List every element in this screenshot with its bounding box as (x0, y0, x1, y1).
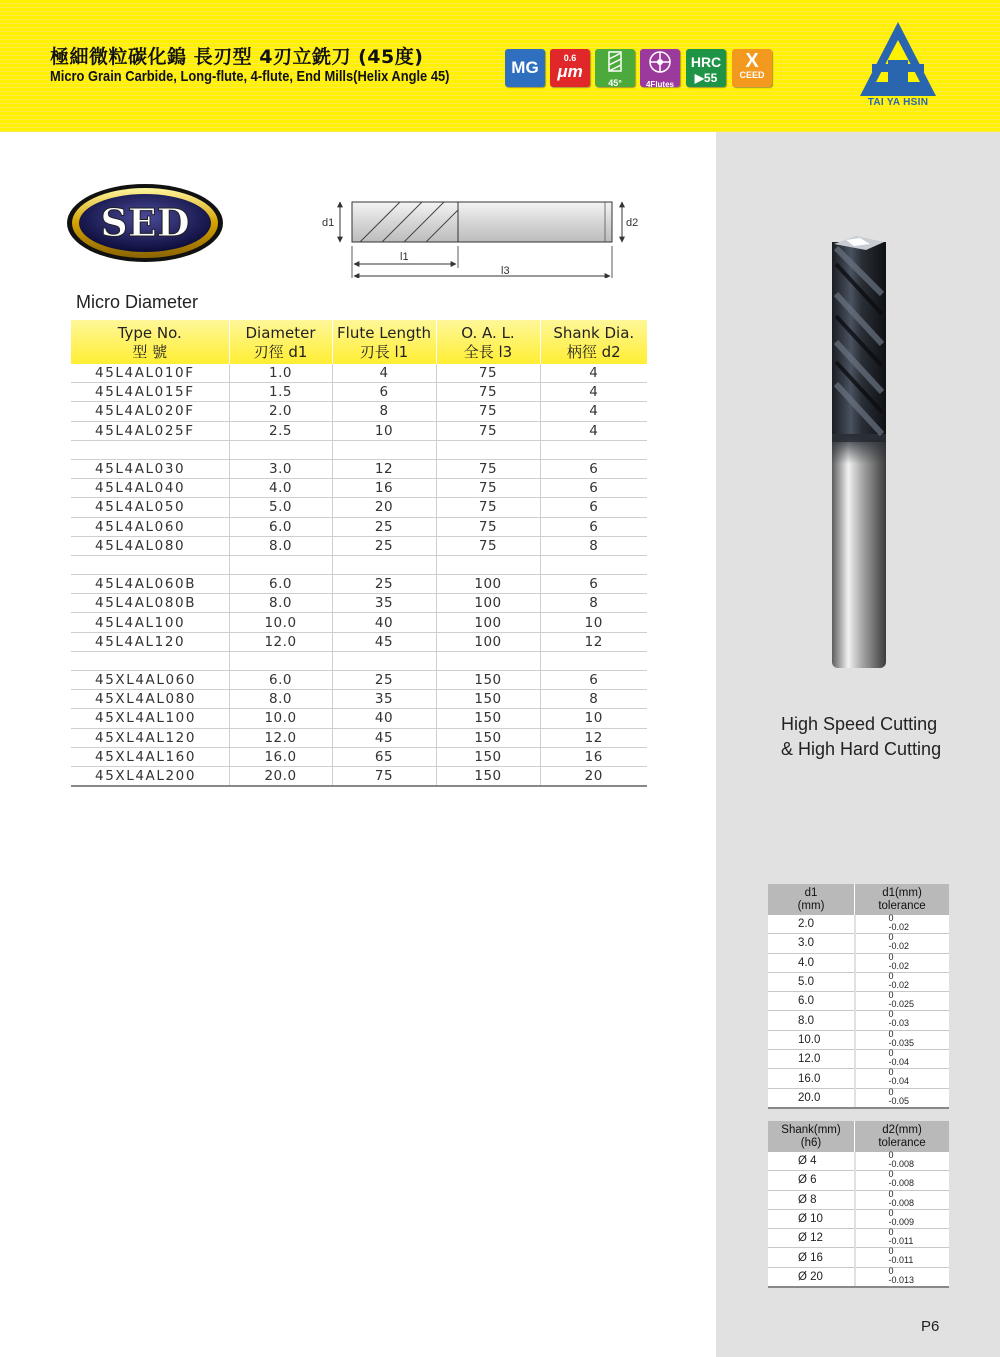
cell-diameter: 2.5 (229, 421, 332, 440)
cell-flute-length: 45 (332, 728, 436, 747)
header-line: d1(mm) (882, 886, 922, 899)
page-number: P6 (921, 1318, 940, 1335)
header-zh: 柄徑 d2 (566, 343, 621, 361)
size-cell: Ø 10 (768, 1209, 855, 1228)
upper-tolerance: 0 (888, 951, 894, 962)
upper-tolerance: 0 (888, 913, 894, 923)
cell-shank-dia: 16 (540, 747, 647, 766)
upper-tolerance: 0 (888, 1207, 894, 1218)
table-row (71, 536, 647, 555)
cell-flute-length: 25 (332, 575, 436, 594)
l1-label: l1 (400, 251, 409, 263)
d1-tolerance-table (768, 884, 949, 1109)
spacer-cell (436, 555, 540, 574)
cell-diameter: 1.5 (229, 383, 332, 402)
cell-flute-length: 12 (332, 459, 436, 478)
cell-shank-dia: 4 (540, 402, 647, 421)
col-diameter (229, 320, 332, 364)
table-row (71, 632, 647, 651)
tolerance-cell (855, 1248, 950, 1267)
tolerance-cell (855, 953, 950, 972)
cell-oal: 150 (436, 766, 540, 786)
d2-tolerance-table (768, 1121, 949, 1288)
table-row (768, 915, 949, 934)
spacer-cell (229, 440, 332, 459)
size-cell: 6.0 (768, 992, 855, 1011)
cell-shank-dia: 8 (540, 594, 647, 613)
table-row (71, 613, 647, 632)
header-en: O. A. L. (461, 324, 515, 342)
table-row (768, 953, 949, 972)
lower-tolerance: -0.035 (888, 1037, 915, 1048)
spacer-cell (540, 651, 647, 670)
cell-oal: 75 (436, 536, 540, 555)
cell-type-no: 45L4AL080B (71, 594, 229, 613)
hardness-badge (686, 49, 726, 87)
tolerance-cell (855, 1069, 950, 1088)
company-name: TAI YA HSIN (867, 97, 929, 108)
tolerance-cell (855, 915, 950, 934)
cell-type-no: 45L4AL060 (71, 517, 229, 536)
upper-tolerance: 0 (888, 1246, 894, 1257)
cell-diameter: 10.0 (229, 709, 332, 728)
lower-tolerance: -0.008 (888, 1159, 915, 1169)
table-row (71, 747, 647, 766)
cell-type-no: 45L4AL010F (71, 364, 229, 383)
size-cell: Ø 8 (768, 1190, 855, 1209)
table-row (71, 690, 647, 709)
table-row (71, 402, 647, 421)
cell-diameter: 6.0 (229, 517, 332, 536)
cell-flute-length: 4 (332, 364, 436, 383)
lower-tolerance: -0.011 (888, 1236, 914, 1247)
table-row (768, 1050, 949, 1069)
badge-sub: ▶55 (694, 71, 718, 85)
cell-diameter: 10.0 (229, 613, 332, 632)
size-cell: 5.0 (768, 972, 855, 991)
size-cell: Ø 12 (768, 1229, 855, 1248)
brand-text: SED (100, 200, 190, 245)
tolerance-cell (855, 972, 950, 991)
cell-type-no: 45L4AL050 (71, 498, 229, 517)
cell-shank-dia: 20 (540, 766, 647, 786)
table-row (768, 1190, 949, 1209)
cell-oal: 75 (436, 459, 540, 478)
cell-flute-length: 10 (332, 421, 436, 440)
upper-tolerance: 0 (888, 1227, 894, 1238)
cell-diameter: 16.0 (229, 747, 332, 766)
cell-diameter: 20.0 (229, 766, 332, 786)
size-cell: Ø 16 (768, 1248, 855, 1267)
cell-oal: 150 (436, 671, 540, 690)
group-spacer-row (71, 651, 647, 670)
badge-label: μm (557, 62, 583, 81)
lower-tolerance: -0.02 (888, 922, 910, 932)
col-d1-tolerance (855, 884, 950, 915)
cell-oal: 100 (436, 594, 540, 613)
cell-type-no: 45XL4AL080 (71, 690, 229, 709)
col-flute-length (332, 320, 436, 364)
size-cell: 2.0 (768, 915, 855, 934)
cell-type-no: 45L4AL040 (71, 479, 229, 498)
badge-label: X (745, 50, 759, 72)
cell-flute-length: 16 (332, 479, 436, 498)
header-en: Flute Length (337, 324, 431, 342)
col-shank-dia (540, 320, 647, 364)
lower-tolerance: -0.04 (888, 1076, 910, 1087)
cell-oal: 75 (436, 364, 540, 383)
cell-diameter: 8.0 (229, 536, 332, 555)
upper-tolerance: 0 (888, 1086, 894, 1097)
cell-type-no: 45L4AL025F (71, 421, 229, 440)
badge-label: MG (511, 58, 539, 77)
cell-shank-dia: 6 (540, 479, 647, 498)
cell-shank-dia: 4 (540, 383, 647, 402)
upper-tolerance: 0 (888, 1265, 894, 1276)
col-type-no (71, 320, 229, 364)
cell-flute-length: 25 (332, 517, 436, 536)
table-row (71, 383, 647, 402)
cell-flute-length: 40 (332, 709, 436, 728)
spacer-cell (71, 651, 229, 670)
upper-tolerance: 0 (888, 1028, 894, 1039)
upper-tolerance: 0 (888, 990, 894, 1001)
cell-flute-length: 25 (332, 671, 436, 690)
cell-flute-length: 6 (332, 383, 436, 402)
d1-tolerance-body (768, 915, 949, 1108)
d2-tolerance-body (768, 1152, 949, 1287)
flutes-badge (640, 49, 680, 87)
tolerance-cell (855, 1267, 950, 1287)
size-cell: 12.0 (768, 1050, 855, 1069)
cell-type-no: 45L4AL020F (71, 402, 229, 421)
table-row (768, 1011, 949, 1030)
cell-oal: 100 (436, 632, 540, 651)
lower-tolerance: -0.009 (888, 1216, 915, 1227)
lower-tolerance: -0.013 (888, 1274, 915, 1285)
table-row (768, 1209, 949, 1228)
spacer-cell (332, 651, 436, 670)
spacer-cell (540, 555, 647, 574)
lower-tolerance: -0.025 (888, 999, 915, 1010)
size-cell: 20.0 (768, 1088, 855, 1108)
d1-label: d1 (322, 217, 335, 229)
group-spacer-row (71, 440, 647, 459)
size-cell: Ø 6 (768, 1171, 855, 1190)
table-row (71, 671, 647, 690)
cell-shank-dia: 6 (540, 498, 647, 517)
cell-oal: 100 (436, 613, 540, 632)
table-row (71, 517, 647, 536)
cell-shank-dia: 6 (540, 671, 647, 690)
cell-diameter: 1.0 (229, 364, 332, 383)
table-row (768, 1069, 949, 1088)
size-cell: 4.0 (768, 953, 855, 972)
upper-tolerance: 0 (888, 970, 894, 981)
cell-oal: 75 (436, 421, 540, 440)
spacer-cell (229, 555, 332, 574)
cell-type-no: 45XL4AL120 (71, 728, 229, 747)
four-flute-icon (640, 49, 680, 75)
spacer-cell (436, 651, 540, 670)
spec-table-body (71, 364, 647, 786)
lower-tolerance: -0.05 (888, 1095, 910, 1106)
cell-diameter: 6.0 (229, 671, 332, 690)
cell-flute-length: 20 (332, 498, 436, 517)
tagline-line-1: High Speed Cutting (781, 714, 938, 734)
table-row (71, 709, 647, 728)
section-title: Micro Diameter (76, 292, 199, 312)
tol-header-row (768, 1121, 949, 1152)
cell-flute-length: 35 (332, 594, 436, 613)
cell-type-no: 45L4AL100 (71, 613, 229, 632)
cell-shank-dia: 4 (540, 364, 647, 383)
header-line: tolerance (878, 1136, 926, 1149)
cell-shank-dia: 4 (540, 421, 647, 440)
title-chinese: 極細微粒碳化鎢 長刃型 4刃立銑刀 (45度) (50, 46, 424, 68)
cell-oal: 75 (436, 498, 540, 517)
header-line: (h6) (800, 1136, 822, 1149)
cell-oal: 150 (436, 728, 540, 747)
col-d1 (768, 884, 855, 915)
cell-diameter: 5.0 (229, 498, 332, 517)
spacer-cell (71, 440, 229, 459)
header-zh: 刃徑 d1 (253, 343, 308, 361)
col-d2-tolerance (855, 1121, 950, 1152)
table-row (71, 498, 647, 517)
cell-type-no: 45XL4AL060 (71, 671, 229, 690)
header-en: Diameter (245, 324, 316, 342)
cell-oal: 150 (436, 747, 540, 766)
cell-oal: 75 (436, 479, 540, 498)
upper-tolerance: 0 (888, 1169, 894, 1180)
header-line: Shank(mm) (781, 1123, 841, 1136)
tagline-line-2: & High Hard Cutting (781, 739, 942, 759)
cell-flute-length: 8 (332, 402, 436, 421)
lower-tolerance: -0.02 (888, 960, 910, 971)
cell-oal: 150 (436, 690, 540, 709)
cell-shank-dia: 6 (540, 459, 647, 478)
dimension-diagram (300, 188, 650, 278)
header-zh: 全長 l3 (463, 343, 513, 361)
table-row (71, 459, 647, 478)
table-row (768, 1030, 949, 1049)
cell-flute-length: 25 (332, 536, 436, 555)
table-row (768, 1088, 949, 1108)
upper-tolerance: 0 (888, 932, 894, 943)
header-line: d2(mm) (882, 1123, 922, 1136)
table-row (768, 1229, 949, 1248)
group-spacer-row (71, 555, 647, 574)
badge-sub: 4Flutes (645, 80, 674, 89)
table-row (768, 972, 949, 991)
spacer-cell (332, 440, 436, 459)
tol-header-row (768, 884, 949, 915)
upper-tolerance: 0 (888, 1150, 894, 1160)
cell-diameter: 4.0 (229, 479, 332, 498)
size-cell: Ø 20 (768, 1267, 855, 1287)
upper-tolerance: 0 (888, 1009, 894, 1020)
tolerance-cell (855, 934, 950, 953)
table-row (71, 766, 647, 786)
title-english: Micro Grain Carbide, Long-flute, 4-flute, End Mills(Helix Angle 45) (50, 68, 450, 85)
cell-diameter: 8.0 (229, 690, 332, 709)
cell-diameter: 8.0 (229, 594, 332, 613)
header-band (0, 0, 1000, 132)
cell-type-no: 45L4AL030 (71, 459, 229, 478)
badge-sub: 0.6 (563, 53, 577, 63)
lower-tolerance: -0.02 (888, 941, 910, 952)
tolerance-cell (855, 1088, 950, 1108)
cell-shank-dia: 6 (540, 575, 647, 594)
cell-type-no: 45XL4AL200 (71, 766, 229, 786)
tolerance-cell (855, 1209, 950, 1228)
table-row (768, 992, 949, 1011)
cell-shank-dia: 12 (540, 728, 647, 747)
cell-flute-length: 75 (332, 766, 436, 786)
tolerance-cell (855, 1050, 950, 1069)
upper-tolerance: 0 (888, 1048, 894, 1059)
spacer-cell (229, 651, 332, 670)
header-line: d1 (804, 886, 818, 899)
table-row (71, 364, 647, 383)
cell-diameter: 12.0 (229, 728, 332, 747)
lower-tolerance: -0.008 (888, 1178, 915, 1189)
size-cell: Ø 4 (768, 1152, 855, 1171)
upper-tolerance: 0 (888, 1067, 894, 1078)
cell-shank-dia: 6 (540, 517, 647, 536)
cell-flute-length: 35 (332, 690, 436, 709)
tolerance-cell (855, 992, 950, 1011)
cell-type-no: 45L4AL015F (71, 383, 229, 402)
cell-type-no: 45XL4AL160 (71, 747, 229, 766)
badge-sub: 45° (608, 78, 622, 88)
header-en: Type No. (117, 324, 182, 342)
spacer-cell (71, 555, 229, 574)
table-row (768, 1171, 949, 1190)
cell-shank-dia: 10 (540, 613, 647, 632)
cell-diameter: 6.0 (229, 575, 332, 594)
col-shank (768, 1121, 855, 1152)
cell-diameter: 3.0 (229, 459, 332, 478)
header-line: tolerance (878, 899, 926, 912)
cell-shank-dia: 8 (540, 690, 647, 709)
cell-flute-length: 40 (332, 613, 436, 632)
helix-angle-badge (595, 49, 635, 87)
cell-oal: 75 (436, 402, 540, 421)
header-en: Shank Dia. (553, 324, 635, 342)
tolerance-cell (855, 1190, 950, 1209)
table-row (71, 594, 647, 613)
end-mill-image (826, 234, 892, 670)
tolerance-cell (855, 1171, 950, 1190)
grain-size-badge (550, 49, 590, 87)
cell-oal: 100 (436, 575, 540, 594)
cell-diameter: 12.0 (229, 632, 332, 651)
table-row (768, 1267, 949, 1287)
badge-label: HRC (690, 54, 722, 70)
table-row (768, 1152, 949, 1171)
cell-type-no: 45XL4AL100 (71, 709, 229, 728)
tolerance-cell (855, 1152, 950, 1171)
cell-flute-length: 45 (332, 632, 436, 651)
spec-header-row (71, 320, 647, 364)
size-cell: 8.0 (768, 1011, 855, 1030)
spacer-cell (540, 440, 647, 459)
cell-type-no: 45L4AL080 (71, 536, 229, 555)
cell-shank-dia: 10 (540, 709, 647, 728)
table-row (768, 934, 949, 953)
cell-type-no: 45L4AL120 (71, 632, 229, 651)
coating-badge (732, 49, 772, 87)
header-zh: 型 號 (132, 343, 168, 361)
spacer-cell (332, 555, 436, 574)
cell-shank-dia: 12 (540, 632, 647, 651)
cell-flute-length: 65 (332, 747, 436, 766)
table-row (71, 421, 647, 440)
size-cell: 3.0 (768, 934, 855, 953)
upper-tolerance: 0 (888, 1188, 894, 1199)
cell-oal: 75 (436, 383, 540, 402)
size-cell: 10.0 (768, 1030, 855, 1049)
tolerance-cell (855, 1030, 950, 1049)
tolerance-cell (855, 1011, 950, 1030)
cell-oal: 75 (436, 517, 540, 536)
tolerance-cell (855, 1229, 950, 1248)
cell-diameter: 2.0 (229, 402, 332, 421)
table-row (71, 575, 647, 594)
lower-tolerance: -0.03 (888, 1018, 910, 1029)
cell-oal: 150 (436, 709, 540, 728)
header-line: (mm) (797, 899, 825, 912)
table-row (71, 728, 647, 747)
d2-label: d2 (626, 217, 639, 229)
lower-tolerance: -0.008 (888, 1197, 915, 1208)
cell-shank-dia: 8 (540, 536, 647, 555)
cell-type-no: 45L4AL060B (71, 575, 229, 594)
spacer-cell (436, 440, 540, 459)
sed-brand-logo (66, 183, 224, 263)
micro-grain-badge (505, 49, 545, 87)
lower-tolerance: -0.011 (888, 1255, 914, 1266)
size-cell: 16.0 (768, 1069, 855, 1088)
col-oal (436, 320, 540, 364)
l3-label: l3 (501, 265, 510, 277)
lower-tolerance: -0.02 (888, 979, 910, 990)
badge-sub: CEED (739, 70, 765, 80)
lower-tolerance: -0.04 (888, 1057, 910, 1068)
spec-table (71, 320, 647, 787)
helix-icon (595, 49, 635, 73)
header-zh: 刃長 l1 (359, 343, 409, 361)
feature-tagline (781, 712, 941, 762)
table-row (768, 1248, 949, 1267)
table-row (71, 479, 647, 498)
